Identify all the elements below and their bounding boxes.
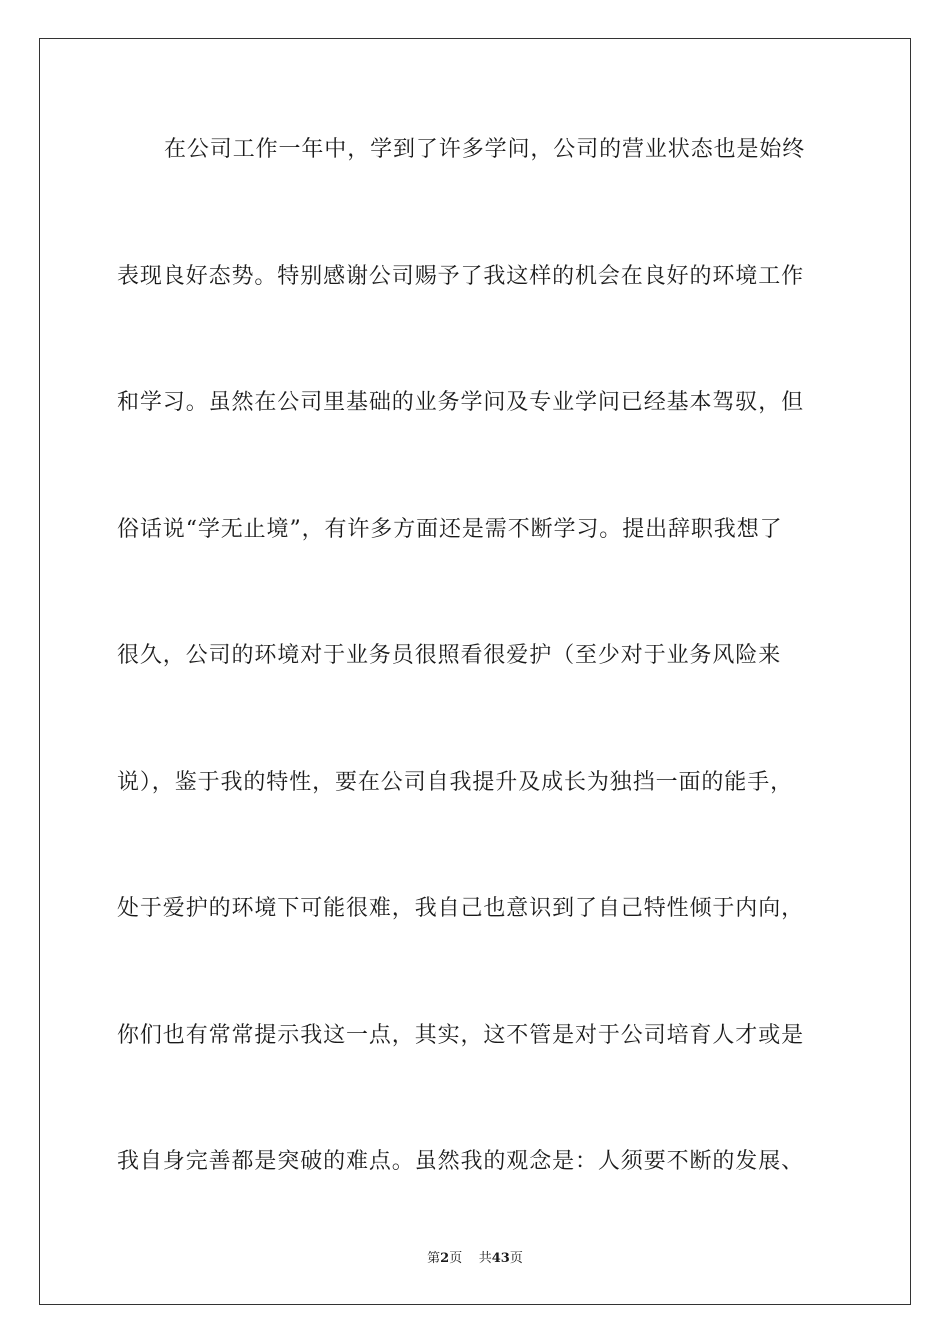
footer-total-prefix: 共 bbox=[478, 1251, 492, 1266]
footer-total-pages: 43 bbox=[491, 1251, 510, 1266]
footer-total-suffix: 页 bbox=[509, 1251, 523, 1266]
paragraph-line: 在公司工作一年中，学到了许多学问，公司的营业状态也是始终 bbox=[164, 137, 806, 162]
paragraph-line: 说），鉴于我的特性，要在公司自我提升及成长为独挡一面的能手， bbox=[117, 769, 794, 795]
footer-page-number: 2 bbox=[440, 1251, 450, 1266]
paragraph-line: 很久，公司的环境对于业务员很照看很爱护（至少对于业务风险来 bbox=[117, 643, 782, 668]
footer-page-prefix: 第 bbox=[427, 1251, 441, 1266]
paragraph-line: 你们也有常常提示我这一点，其实，这不管是对于公司培育人才或是 bbox=[117, 1022, 805, 1048]
body-paragraph bbox=[117, 120, 837, 1259]
paragraph-line: 表现良好态势。特别感谢公司赐予了我这样的机会在良好的环境工作 bbox=[117, 263, 805, 289]
paragraph-line: 处于爱护的环境下可能很难，我自己也意识到了自己特性倾于内向， bbox=[117, 896, 805, 921]
paragraph-line: 俗话说“学无止境”，有许多方面还是需不断学习。提出辞职我想了 bbox=[117, 516, 783, 542]
paragraph-line: 和学习。虽然在公司里基础的业务学问及专业学问已经基本驾驭，但 bbox=[117, 390, 805, 415]
paragraph-line: 我自身完善都是突破的难点。虽然我的观念是：人须要不断的发展、 bbox=[117, 1149, 805, 1174]
footer-page-suffix: 页 bbox=[449, 1251, 463, 1266]
page-footer bbox=[0, 1247, 950, 1266]
